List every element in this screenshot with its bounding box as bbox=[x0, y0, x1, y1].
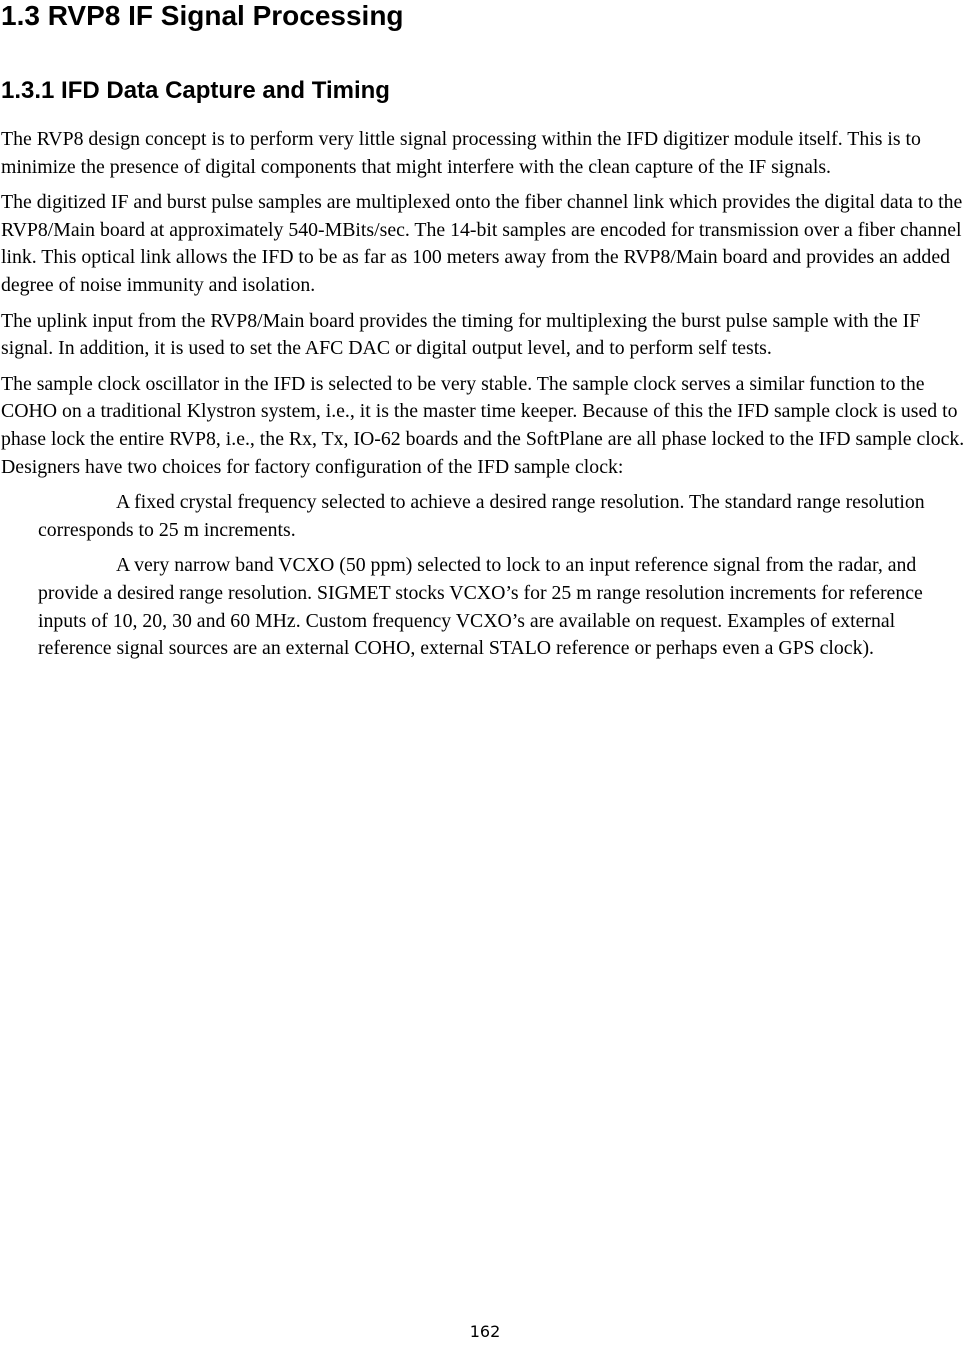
list-item-vcxo: A very narrow band VCXO (50 ppm) selected to lock to an input reference signal from the radar, and provide a desired range resolution. SIGMET stocks VCXO’s for 25 m range resolution increments for reference inputs of 10, 20, 30 and 60 MHz. Custom frequency VCXO’s are available on request. Examples of external reference signal sources are an external COHO, external STALO reference or perhaps even a GPS clock). bbox=[38, 554, 923, 660]
clock-options-list bbox=[1, 489, 967, 663]
paragraph-uplink-input: The uplink input from the RVP8/Main board provides the timing for multiplexing the burst pulse sample with the IF signal. In addition, it is used to set the AFC DAC or digital output level, and to perform self tests. bbox=[1, 309, 921, 360]
subsection-heading: 1.3.1 IFD Data Capture and Timing bbox=[1, 77, 390, 104]
paragraph-fiber-channel: The digitized IF and burst pulse samples are multiplexed onto the fiber channel link which provides the digital data to the RVP8/Main board at approximately 540-MBits/sec. The 14-bit samples are encoded for transmission over a fiber channel link. This optical link allows the IFD to be as far as 100 meters away from the RVP8/Main board and provides an added degree of noise immunity and isolation. bbox=[1, 191, 963, 296]
section-heading: 1.3 RVP8 IF Signal Processing bbox=[1, 0, 404, 31]
list-item-fixed-crystal: A fixed crystal frequency selected to achieve a desired range resolution. The standard range resolution corresponds to 25 m increments. bbox=[38, 491, 925, 541]
page-number: 162 bbox=[469, 1322, 501, 1341]
body-text bbox=[1, 126, 967, 671]
paragraph-sample-clock: The sample clock oscillator in the IFD is selected to be very stable. The sample clock serves a similar function to the COHO on a traditional Klystron system, i.e., it is the master time keeper. Because of this the IFD sample clock is used to phase lock the entire RVP8, i.e., the Rx, Tx, IO-62 boards and the SoftPlane are all phase locked to the IFD sample clock. Designers have two choices for factory configuration of the IFD sample clock: bbox=[1, 372, 965, 478]
paragraph-design-concept: The RVP8 design concept is to perform very little signal processing within the IFD digitizer module itself. This is to minimize the presence of digital components that might interfere with the clean capture of the IF signals. bbox=[1, 128, 921, 178]
